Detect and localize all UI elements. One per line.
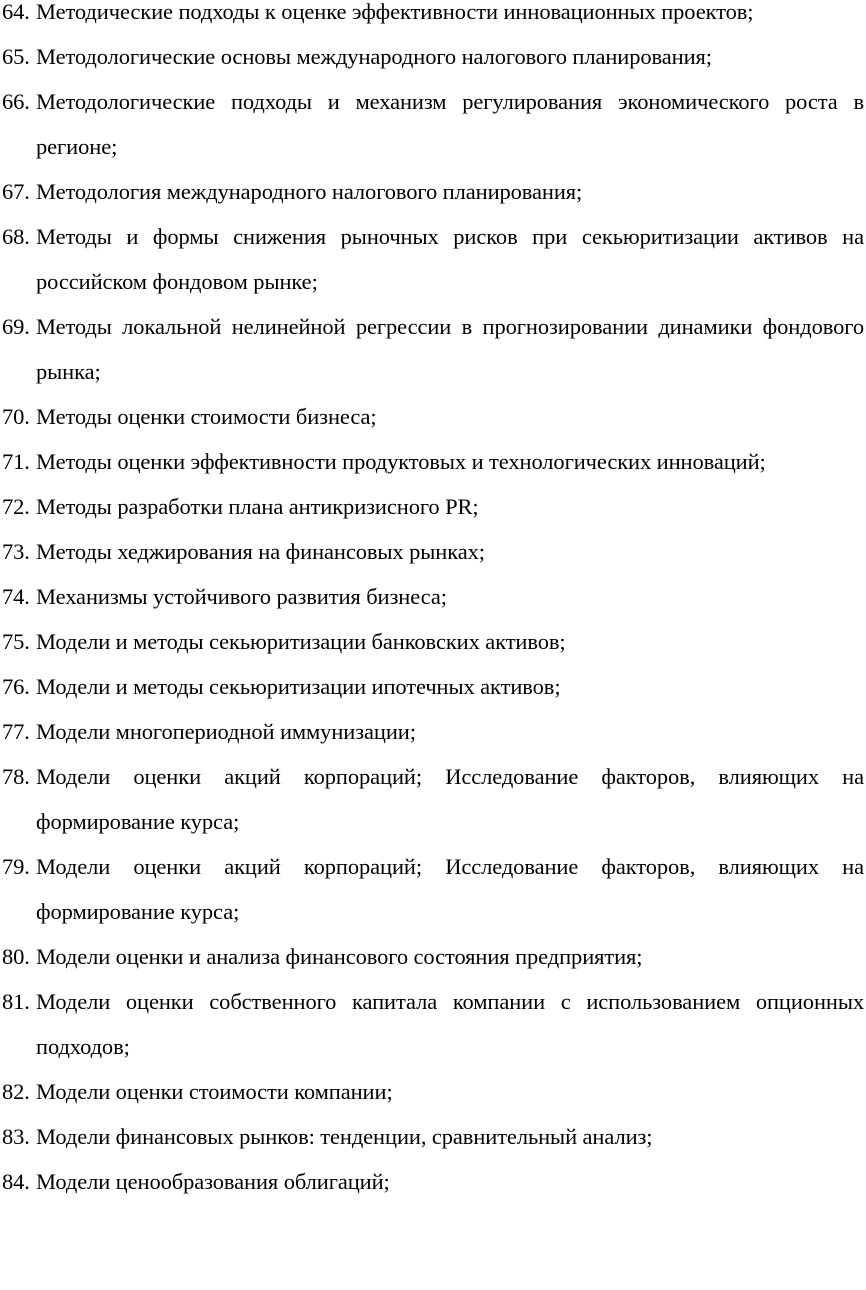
item-text: Методические подходы к оценке эффективности инновационных проектов;: [36, 0, 754, 24]
item-text: Модели оценки акций корпораций; Исследование факторов, влияющих на формирование курса;: [36, 854, 864, 924]
list-item: [2, 709, 864, 754]
list-item: [2, 394, 864, 439]
item-number: 64.: [2, 0, 30, 24]
list-item: [2, 214, 864, 304]
list-item: [2, 934, 864, 979]
list-item: [2, 79, 864, 169]
item-number: 66.: [2, 89, 30, 114]
item-text: Методы оценки стоимости бизнеса;: [36, 404, 377, 429]
item-number: 81.: [2, 989, 30, 1014]
list-item: [2, 664, 864, 709]
item-text: Методы разработки плана антикризисного PR;: [36, 494, 479, 519]
list-item: [2, 844, 864, 934]
item-text: Модели оценки собственного капитала компании с использованием опционных подходов;: [36, 989, 864, 1059]
item-text: Модели и методы секьюритизации банковских активов;: [36, 629, 566, 654]
item-number: 67.: [2, 179, 30, 204]
item-text: Модели ценообразования облигаций;: [36, 1169, 390, 1194]
list-item: [2, 484, 864, 529]
list-item: [2, 574, 864, 619]
list-item: [2, 619, 864, 664]
list-item: [2, 439, 864, 484]
item-number: 83.: [2, 1124, 30, 1149]
item-number: 80.: [2, 944, 30, 969]
item-number: 74.: [2, 584, 30, 609]
item-number: 75.: [2, 629, 30, 654]
item-number: 65.: [2, 44, 30, 69]
item-number: 78.: [2, 764, 30, 789]
list-item: [2, 34, 864, 79]
item-text: Методология международного налогового планирования;: [36, 179, 583, 204]
topic-list: [2, 0, 864, 1204]
item-number: 69.: [2, 314, 30, 339]
item-number: 70.: [2, 404, 30, 429]
item-text: Механизмы устойчивого развития бизнеса;: [36, 584, 447, 609]
list-item: [2, 754, 864, 844]
item-text: Методологические подходы и механизм регулирования экономического роста в регионе;: [36, 89, 864, 159]
item-text: Модели оценки и анализа финансового состояния предприятия;: [36, 944, 643, 969]
item-number: 72.: [2, 494, 30, 519]
list-item: [2, 169, 864, 214]
list-item: [2, 1114, 864, 1159]
item-text: Модели финансовых рынков: тенденции, сравнительный анализ;: [36, 1124, 653, 1149]
item-number: 71.: [2, 449, 30, 474]
item-number: 82.: [2, 1079, 30, 1104]
item-number: 68.: [2, 224, 30, 249]
list-item: [2, 529, 864, 574]
item-number: 79.: [2, 854, 30, 879]
list-item: [2, 979, 864, 1069]
list-item: [2, 1069, 864, 1114]
item-text: Модели оценки стоимости компании;: [36, 1079, 393, 1104]
item-text: Методы оценки эффективности продуктовых и технологических инноваций;: [36, 449, 766, 474]
item-text: Методы хеджирования на финансовых рынках;: [36, 539, 485, 564]
item-text: Модели многопериодной иммунизации;: [36, 719, 416, 744]
item-number: 77.: [2, 719, 30, 744]
list-item: [2, 1159, 864, 1204]
item-number: 84.: [2, 1169, 30, 1194]
item-number: 73.: [2, 539, 30, 564]
item-text: Модели оценки акций корпораций; Исследование факторов, влияющих на формирование курса;: [36, 764, 864, 834]
list-item: [2, 304, 864, 394]
list-item: [2, 0, 864, 34]
item-text: Модели и методы секьюритизации ипотечных активов;: [36, 674, 561, 699]
item-number: 76.: [2, 674, 30, 699]
item-text: Методологические основы международного налогового планирования;: [36, 44, 712, 69]
item-text: Методы локальной нелинейной регрессии в прогнозировании динамики фондового рынка;: [36, 314, 864, 384]
item-text: Методы и формы снижения рыночных рисков при секьюритизации активов на российском фондовом рынке;: [36, 224, 864, 294]
